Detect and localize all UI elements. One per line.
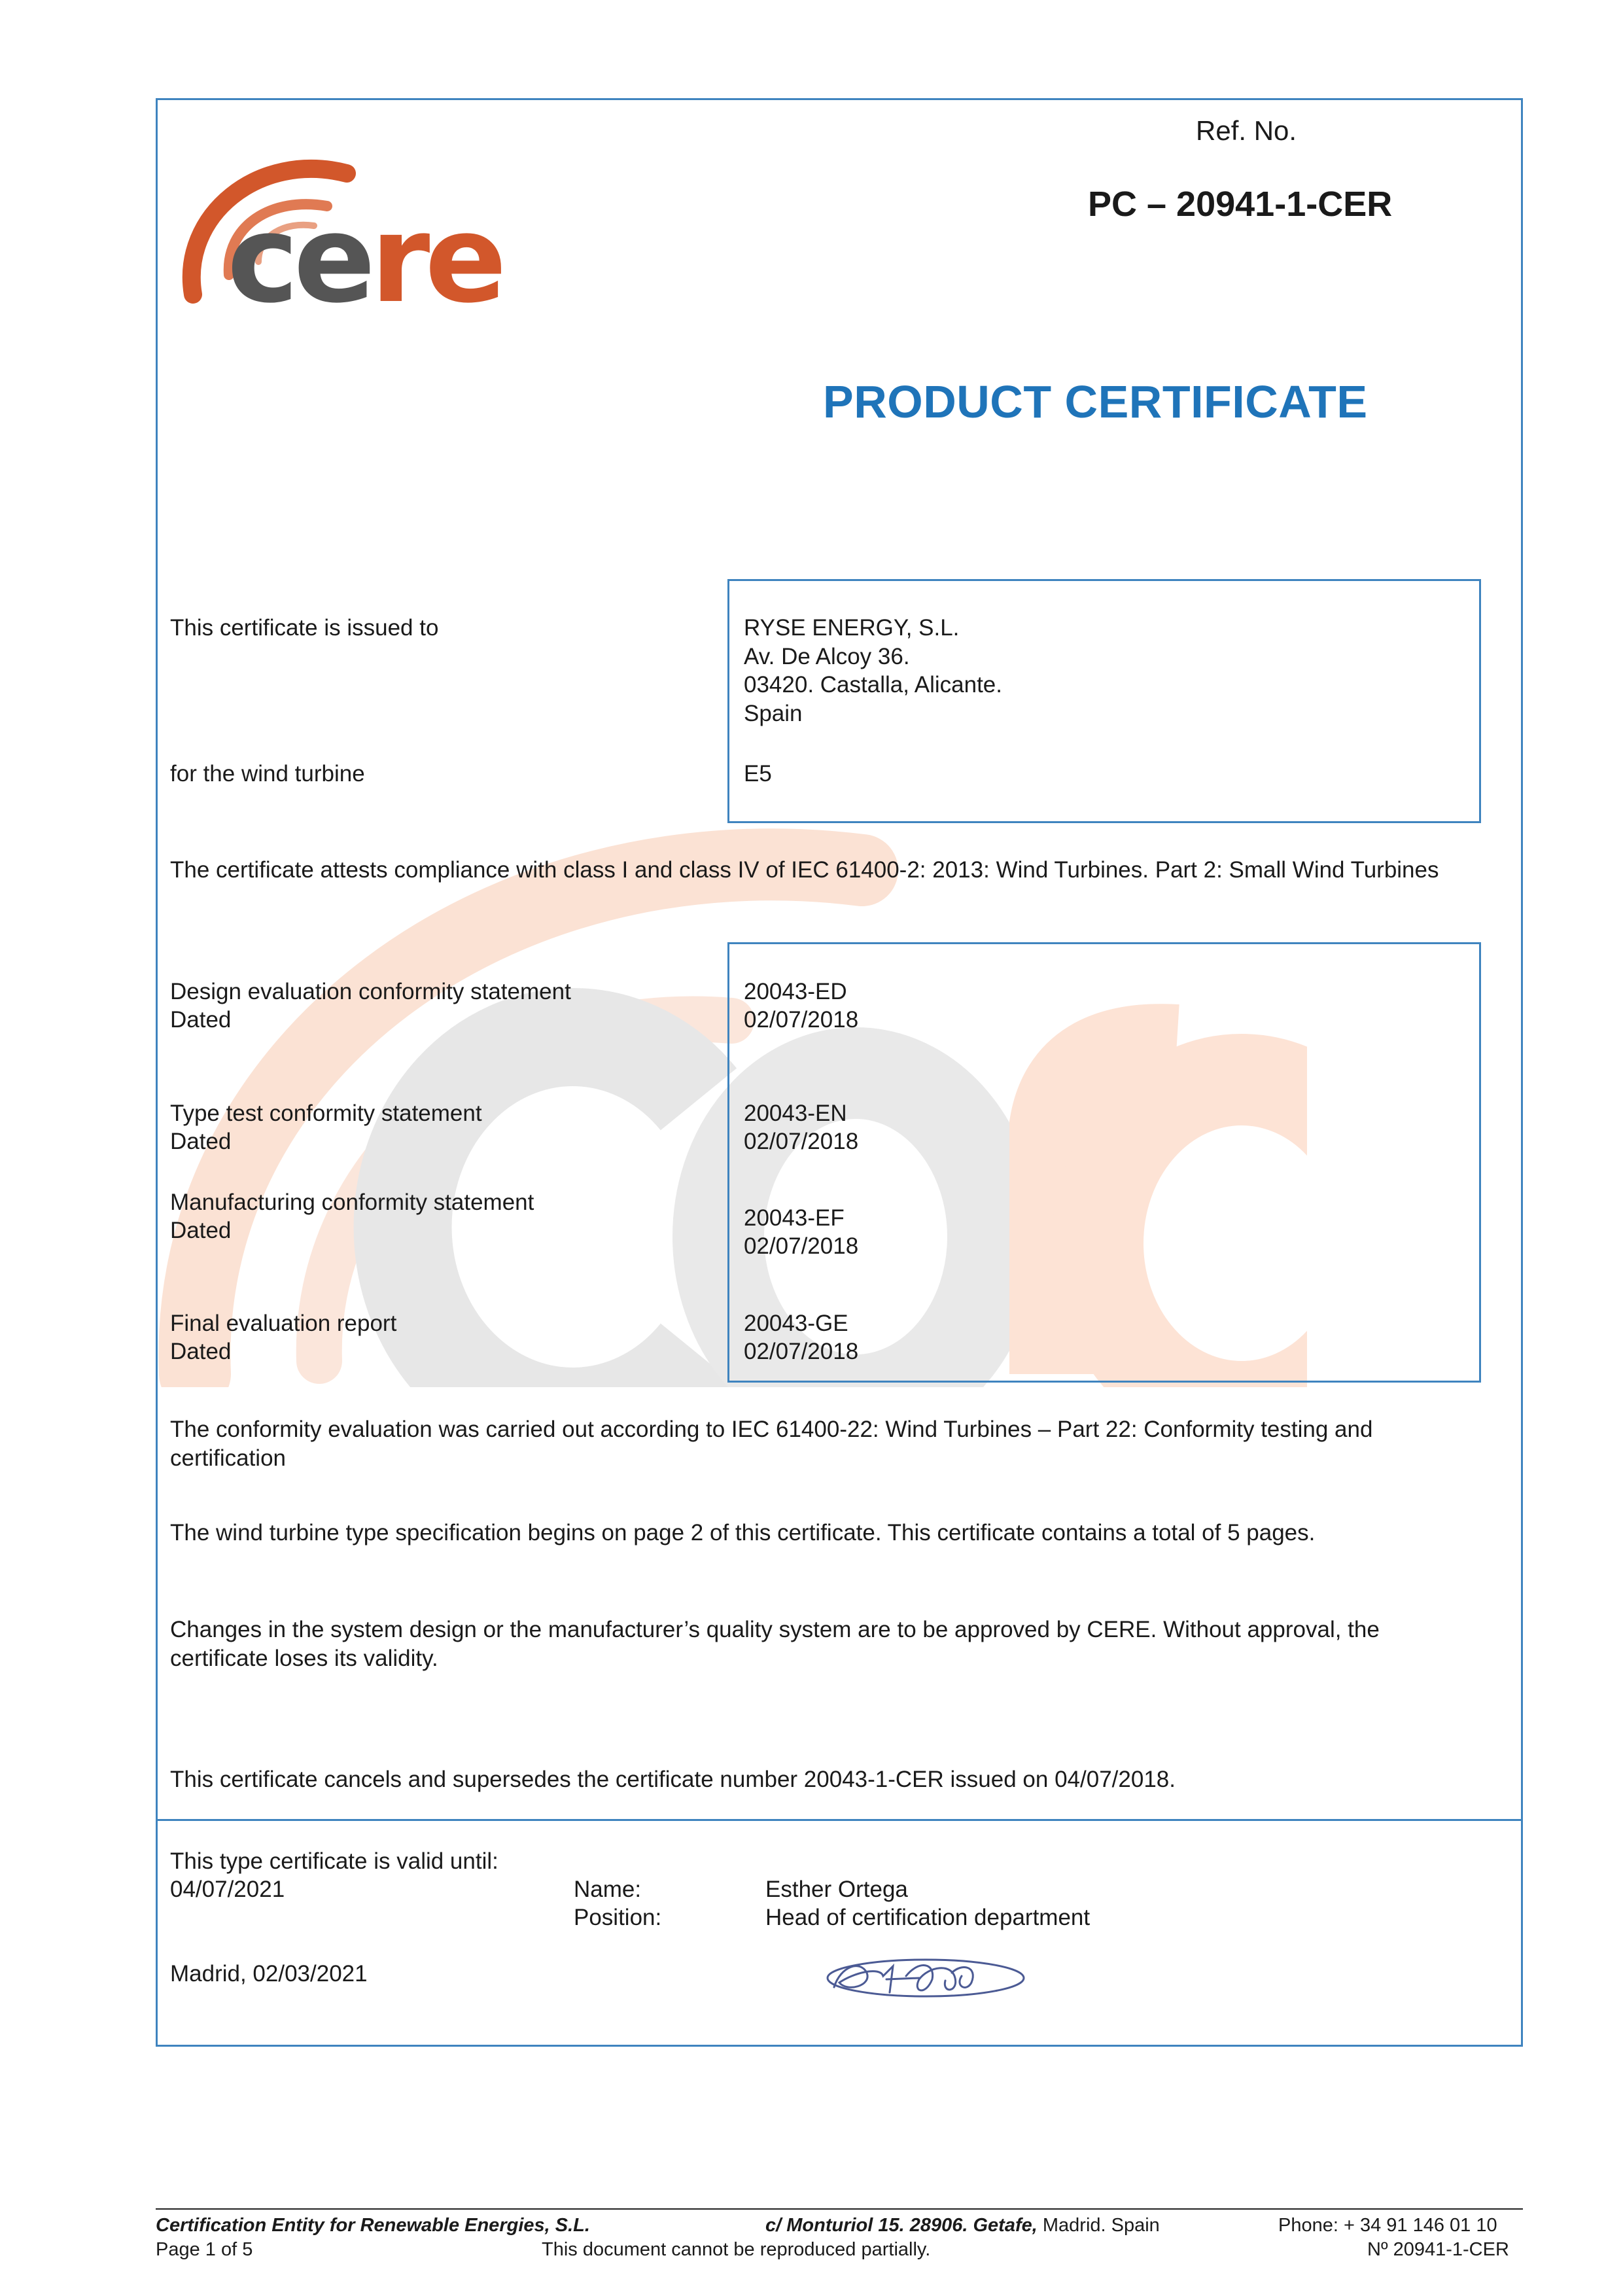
- statement-label: Type test conformity statement: [170, 1101, 482, 1126]
- company-name: RYSE ENERGY, S.L.: [744, 615, 960, 641]
- statement-number: 20043-EN: [744, 1101, 847, 1126]
- ref-label: Ref. No.: [1196, 115, 1297, 146]
- ref-number: PC – 20941-1-CER: [1088, 185, 1393, 224]
- statement-label: Final evaluation report: [170, 1311, 397, 1336]
- changes-paragraph: Changes in the system design or the manufacturer’s quality system are to be approved by CERE. Without approval, the certificate loses its validity.: [170, 1617, 1380, 1671]
- signer-position: Head of certification department: [765, 1905, 1091, 1930]
- dated-label: Dated: [170, 1129, 232, 1154]
- statement-label: Design evaluation conformity statement: [170, 979, 571, 1004]
- signature: [821, 1947, 1030, 2009]
- dated-label: Dated: [170, 1218, 232, 1243]
- dated-label: Dated: [170, 1007, 232, 1033]
- footer-rule: [156, 2208, 1523, 2210]
- evaluation-paragraph: The conformity evaluation was carried out according to IEC 61400-22: Wind Turbines – Part 22: Conformity testing and certification: [170, 1417, 1373, 1471]
- address-line-2: 03420. Castalla, Alicante.: [744, 672, 1002, 698]
- svg-text:cere: cere: [227, 188, 502, 321]
- turbine-model: E5: [744, 761, 772, 786]
- turbine-label: for the wind turbine: [170, 761, 365, 786]
- footer-number: Nº 20941-1-CER: [1367, 2239, 1509, 2260]
- statement-number: 20043-GE: [744, 1311, 848, 1336]
- valid-until-label: This type certificate is valid until:: [170, 1848, 498, 1874]
- compliance-text: The certificate attests compliance with class I and class IV of IEC 61400-2: 2013: Wind Turbines. Part 2: Small Wind Turbines: [170, 857, 1439, 883]
- address-country: Spain: [744, 701, 803, 726]
- cancels-paragraph: This certificate cancels and supersedes the certificate number 20043-1-CER issued on 04/07/2018.: [170, 1767, 1176, 1792]
- footer-notice: This document cannot be reproduced partially.: [542, 2239, 931, 2260]
- page-title: PRODUCT CERTIFICATE: [823, 376, 1368, 427]
- position-label: Position:: [574, 1905, 662, 1930]
- dated-label: Dated: [170, 1339, 232, 1364]
- issued-label: This certificate is issued to: [170, 615, 439, 641]
- specification-paragraph: The wind turbine type specification begins on page 2 of this certificate. This certificate contains a total of 5 pages.: [170, 1520, 1316, 1545]
- statement-date: 02/07/2018: [744, 1339, 859, 1364]
- footer-address-rest: Madrid. Spain: [1037, 2215, 1160, 2236]
- statement-date: 02/07/2018: [744, 1007, 859, 1033]
- statement-date: 02/07/2018: [744, 1129, 859, 1154]
- footer-page: Page 1 of 5: [156, 2239, 253, 2260]
- footer-address-bold: c/ Monturiol 15. 28906. Getafe,: [765, 2215, 1038, 2236]
- name-label: Name:: [574, 1877, 642, 1902]
- cere-logo: [167, 137, 533, 321]
- footer-entity: Certification Entity for Renewable Energies, S.L.: [156, 2215, 590, 2236]
- statement-label: Manufacturing conformity statement: [170, 1190, 534, 1215]
- footer-address: [765, 2214, 1160, 2237]
- place-date: Madrid, 02/03/2021: [170, 1961, 368, 1987]
- statement-date: 02/07/2018: [744, 1233, 859, 1259]
- footer-phone: Phone: + 34 91 146 01 10: [1278, 2215, 1497, 2236]
- section-divider: [156, 1819, 1523, 1821]
- statement-number: 20043-ED: [744, 979, 847, 1004]
- valid-until-date: 04/07/2021: [170, 1877, 285, 1902]
- address-line-1: Av. De Alcoy 36.: [744, 644, 910, 669]
- signer-name: Esther Ortega: [765, 1877, 908, 1902]
- statement-number: 20043-EF: [744, 1205, 845, 1231]
